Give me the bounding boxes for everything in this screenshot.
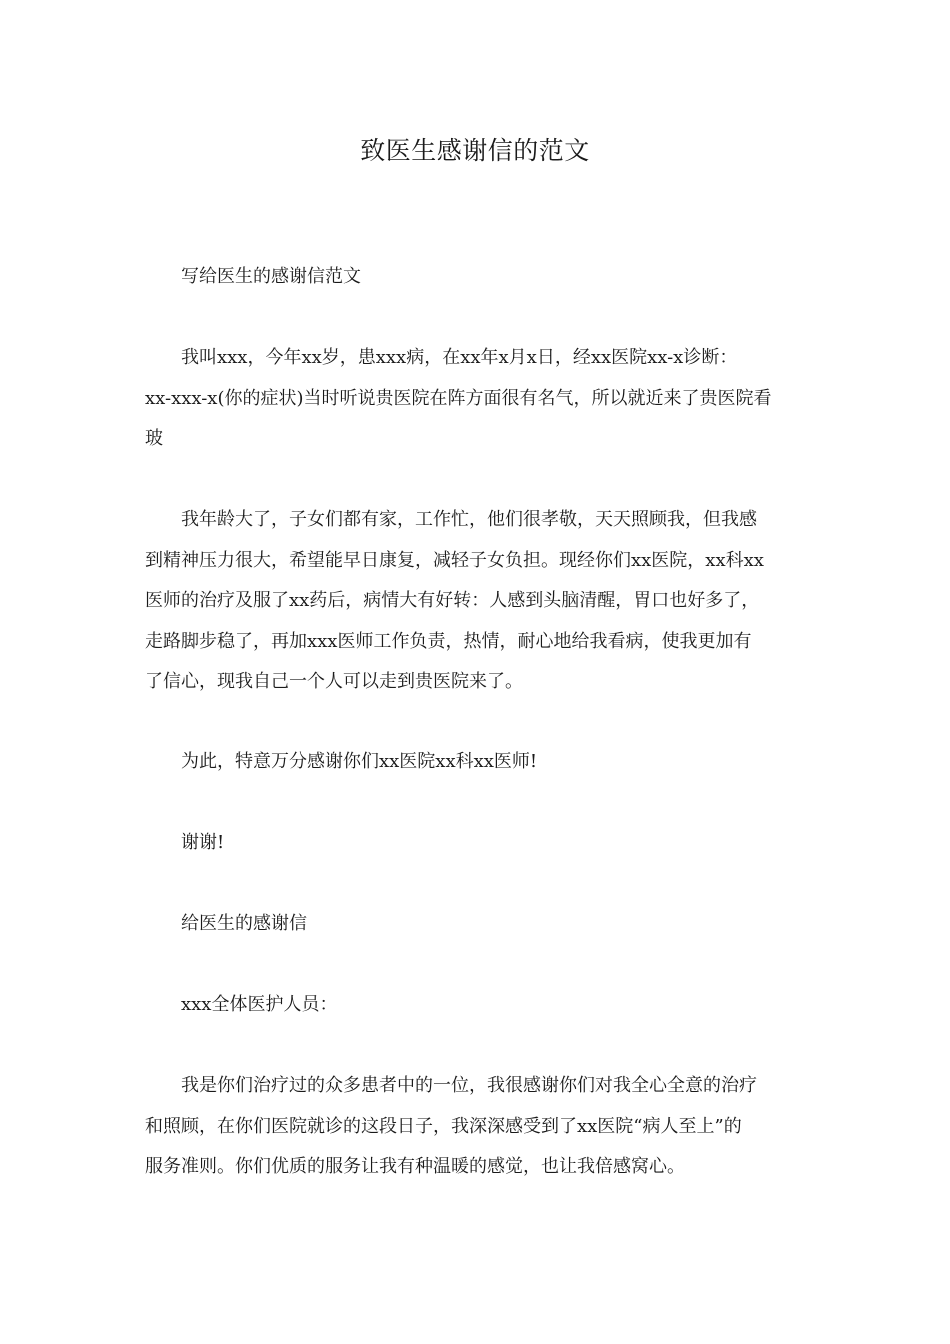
document-title: 致医生感谢信的范文 <box>360 136 590 165</box>
paragraph-line: 到精神压力很大，希望能早日康复，减轻子女负担。现经你们xx医院，xx科xx <box>145 549 764 571</box>
paragraph-line: 我年龄大了，子女们都有家，工作忙，他们很孝敬，天天照顾我，但我感 <box>181 509 757 530</box>
paragraph-letter-body <box>145 1066 807 1188</box>
paragraph-line: 服务准则。你们优质的服务让我有种温暖的感觉，也让我倍感窝心。 <box>145 1156 685 1177</box>
paragraph-subtitle-1 <box>145 257 807 298</box>
paragraph-thanks <box>145 823 807 864</box>
paragraph-line: 玻 <box>145 428 163 449</box>
paragraph-line: 我叫xxx，今年xx岁，患xxx病，在xx年x月x日，经xx医院xx-x诊断： <box>181 347 738 368</box>
paragraph-salutation <box>145 985 807 1026</box>
paragraph-line: xxx全体医护人员： <box>181 994 338 1015</box>
paragraph-line: 为此，特意万分感谢你们xx医院xx科xx医师! <box>181 751 538 772</box>
paragraph-line: 写给医生的感谢信范文 <box>181 266 361 287</box>
paragraph-line: 和照顾，在你们医院就诊的这段日子，我深深感受到了xx医院“病人至上”的 <box>145 1115 742 1137</box>
paragraph-line: 了信心，现我自己一个人可以走到贵医院来了。 <box>145 671 523 692</box>
paragraph-condition <box>145 500 807 703</box>
paragraph-line: 谢谢! <box>181 832 225 853</box>
paragraph-line: 医师的治疗及服了xx药后，病情大有好转：人感到头脑清醒，胃口也好多了， <box>145 590 760 611</box>
paragraph-intro <box>145 338 807 460</box>
paragraph-subtitle-2 <box>145 904 807 945</box>
paragraph-line: 我是你们治疗过的众多患者中的一位，我很感谢你们对我全心全意的治疗 <box>181 1075 757 1096</box>
paragraph-gratitude <box>145 742 807 783</box>
paragraph-line: 给医生的感谢信 <box>181 913 307 934</box>
paragraph-line: 走路脚步稳了，再加xxx医师工作负责，热情，耐心地给我看病，使我更加有 <box>145 630 752 652</box>
paragraph-line: xx-xxx-x(你的症状)当时听说贵医院在阵方面很有名气，所以就近来了贵医院看 <box>145 387 772 409</box>
